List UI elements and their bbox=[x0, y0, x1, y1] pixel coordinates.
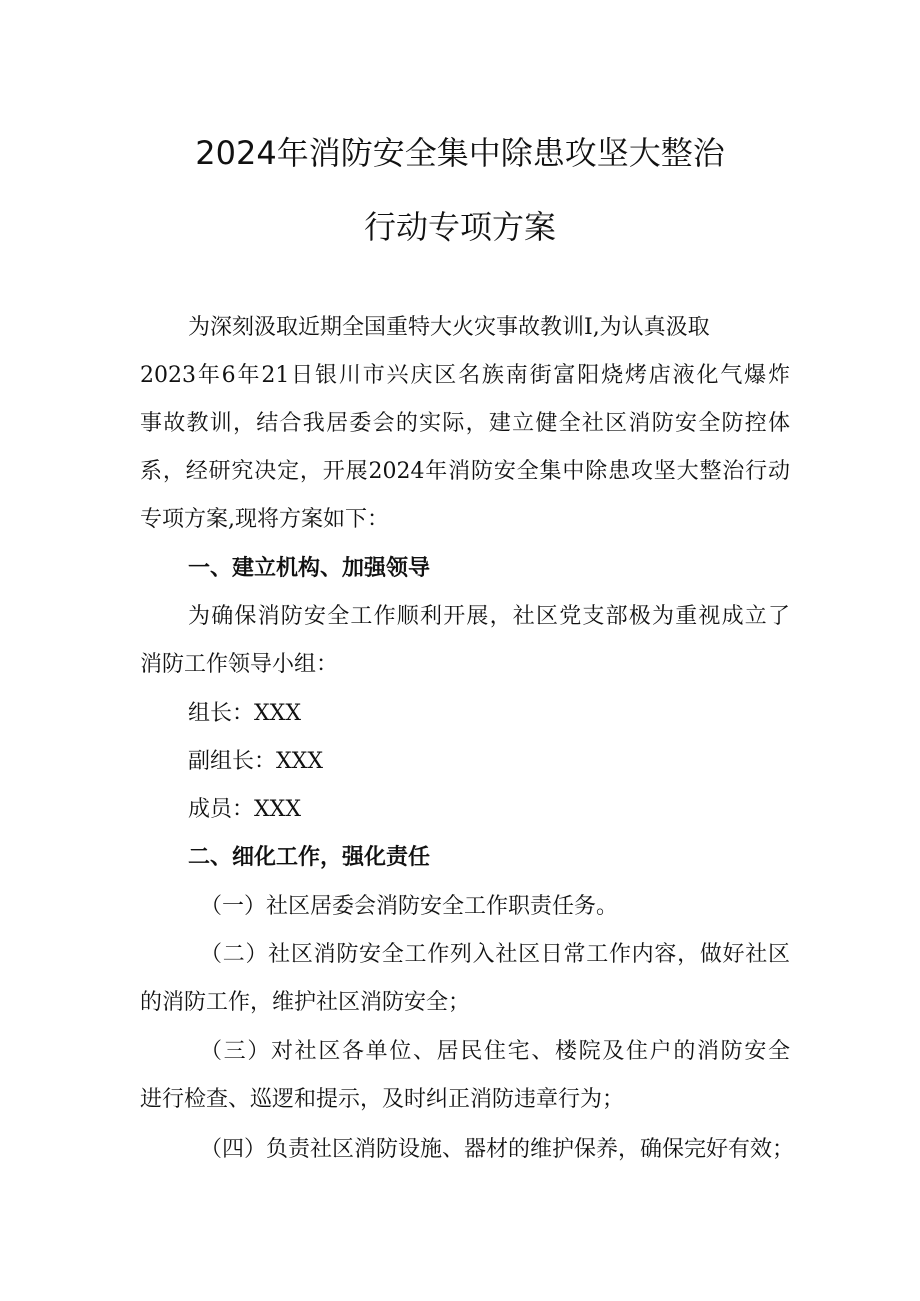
document-title-line-2: 行动专项方案 bbox=[363, 208, 556, 246]
section-1-body-line-2: 消防工作领导小组： bbox=[140, 652, 339, 677]
item-3-line-2: 进行检查、巡逻和提示，及时纠正消防违章行为； bbox=[140, 1087, 625, 1112]
leader-line: 组长：XXX bbox=[188, 701, 301, 726]
item-1: （一）社区居委会消防安全工作职责任务。 bbox=[200, 894, 619, 919]
section-1-body-line-1: 为确保消防安全工作顺利开展，社区党支部极为重视成立了 bbox=[188, 604, 790, 629]
item-3-line-1: （三）对社区各单位、居民住宅、楼院及住户的消防安全 bbox=[200, 1039, 790, 1064]
section-2-heading: 二、细化工作，强化责任 bbox=[188, 845, 431, 870]
intro-line-3: 事故教训，结合我居委会的实际，建立健全社区消防安全防控体 bbox=[140, 411, 790, 436]
item-2-line-1: （二）社区消防安全工作列入社区日常工作内容，做好社区 bbox=[200, 942, 790, 967]
members-line: 成员：XXX bbox=[188, 797, 301, 822]
intro-line-5: 专项方案,现将方案如下： bbox=[140, 507, 389, 532]
intro-line-4: 系，经研究决定，开展2024年消防安全集中除患攻坚大整治行动 bbox=[140, 459, 790, 484]
item-2-line-2: 的消防工作，维护社区消防安全； bbox=[140, 990, 471, 1015]
intro-line-1: 为深刻汲取近期全国重特大火灾事故教训I,为认真汲取 bbox=[188, 315, 710, 340]
intro-line-2: 2023年6年21日银川市兴庆区名族南街富阳烧烤店液化气爆炸 bbox=[140, 363, 790, 388]
section-1-heading: 一、建立机构、加强领导 bbox=[188, 556, 431, 581]
item-4: （四）负责社区消防设施、器材的维护保养，确保完好有效； bbox=[200, 1137, 795, 1162]
document-title-line-1: 2024年消防安全集中除患攻坚大整治 bbox=[195, 134, 725, 172]
deputy-leader-line: 副组长：XXX bbox=[188, 749, 323, 774]
